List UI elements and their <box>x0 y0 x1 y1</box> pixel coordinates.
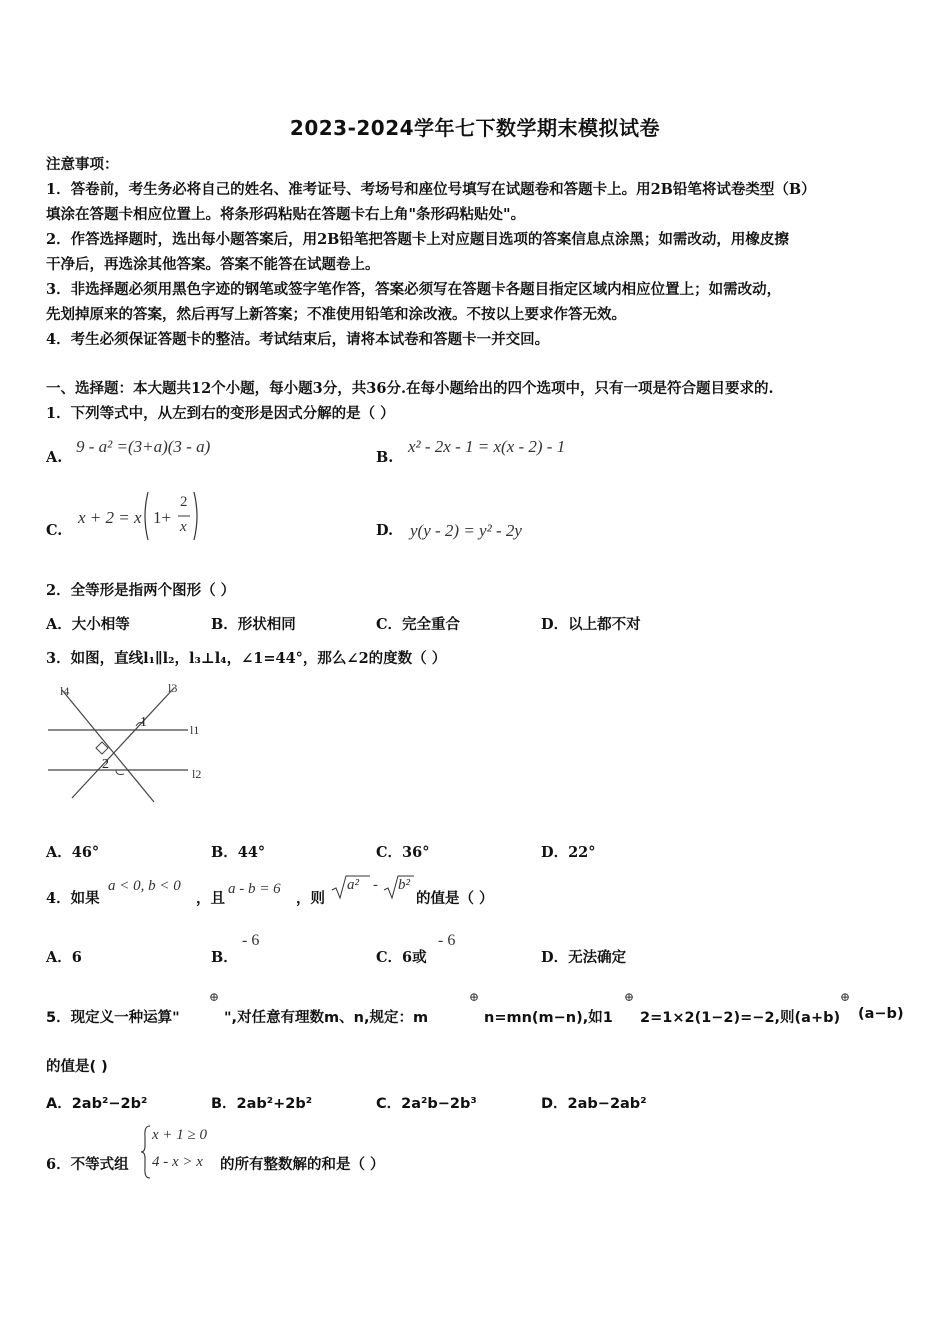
q5-operator-3: ⊕ <box>624 990 635 1004</box>
q1-option-c-den: x <box>180 519 187 535</box>
q4-sqrt-a: a² <box>347 877 359 893</box>
q6-inequality-1: x + 1 ≥ 0 <box>152 1127 208 1143</box>
label-angle2: 2 <box>102 757 109 772</box>
q1-stem: 1．下列等式中，从左到右的变形是因式分解的是（ ） <box>46 405 395 422</box>
section-heading: 一、选择题：本大题共12个小题，每小题3分，共36分.在每小题给出的四个选项中，只有一项是符合题目要求的. <box>46 380 774 397</box>
q4-cond1: a < 0, b < 0 <box>108 878 181 894</box>
label-l4: l4 <box>60 684 70 698</box>
page-title: 2023-2024学年七下数学期末模拟试卷 <box>289 116 661 140</box>
q5-operator-1: ⊕ <box>209 990 220 1004</box>
q6-stem-post: 的所有整数解的和是（ ） <box>220 1156 385 1173</box>
label-l2: l2 <box>192 767 202 781</box>
q1-option-c-one: 1+ <box>153 508 172 527</box>
q5-stem-part5: (a−b) <box>858 1006 904 1022</box>
q2-option-c: C．完全重合 <box>376 616 461 633</box>
left-paren <box>145 492 148 540</box>
q6-brace <box>140 1124 152 1180</box>
notice-line-2b: 干净后，再选涂其他答案。答案不能答在试题卷上。 <box>46 256 380 273</box>
label-l3: l3 <box>168 681 178 695</box>
label-angle1: 1 <box>140 715 147 730</box>
q1-option-c-left: x + 2 = x <box>78 508 142 527</box>
q4-stem-pre: 4．如果 <box>46 890 100 907</box>
notice-line-1a: 1．答卷前，考生务必将自己的姓名、准考证号、考场号和座位号填写在试题卷和答题卡上。用2B铅笔将试卷类型（B） <box>46 181 816 198</box>
q2-option-d: D．以上都不对 <box>541 616 641 633</box>
left-brace <box>141 1126 150 1178</box>
q3-figure <box>44 678 214 808</box>
angle2-arc <box>116 770 124 775</box>
q4-option-b-value: - 6 <box>242 932 260 949</box>
q5-stem-part6: 的值是( ) <box>46 1059 108 1075</box>
q5-stem-part4: 2=1×2(1−2)=−2,则(a+b) <box>640 1010 841 1026</box>
q3-option-c: C．36° <box>376 844 430 861</box>
q3-option-d: D．22° <box>541 844 596 861</box>
q4-option-a: A．6 <box>46 949 82 966</box>
notice-heading: 注意事项： <box>46 156 119 173</box>
q5-option-b: B．2ab²+2b² <box>211 1096 313 1112</box>
q6-stem-pre: 6．不等式组 <box>46 1156 129 1173</box>
q5-stem-part3: n=mn(m−n),如1 <box>484 1010 613 1026</box>
q2-stem: 2．全等形是指两个图形（ ） <box>46 582 236 599</box>
q5-option-a: A．2ab²−2b² <box>46 1096 148 1112</box>
q3-option-b: B．44° <box>211 844 266 861</box>
q5-operator-4: ⊕ <box>840 990 851 1004</box>
line-l4 <box>62 690 154 802</box>
notice-line-4: 4．考生必须保证答题卡的整洁。考试结束后，请将本试卷和答题卡一并交回。 <box>46 331 550 348</box>
q5-option-d: D．2ab−2ab² <box>541 1096 647 1112</box>
q1-option-c-num: 2 <box>180 494 188 510</box>
q4-stem-mid: ，且 <box>196 890 225 907</box>
q4-cond2: a - b = 6 <box>228 881 281 897</box>
q4-sqrt-b: b² <box>398 877 410 893</box>
q1-option-b: x² - 2x - 1 = x(x - 2) - 1 <box>408 437 566 456</box>
q6-inequality-2: 4 - x > x <box>152 1154 203 1170</box>
line-l3 <box>72 688 174 798</box>
q4-stem-mid2: ，则 <box>296 890 325 907</box>
q1-label-a: A. <box>46 449 63 466</box>
notice-line-3a: 3．非选择题必须用黑色字迹的钢笔或签字笔作答，答案必须写在答题卡各题目指定区域内相应位置上；如需改动， <box>46 281 782 298</box>
q1-label-b: B. <box>376 449 394 466</box>
q5-option-c: C．2a²b−2b³ <box>376 1096 477 1112</box>
notice-line-1b: 填涂在答题卡相应位置上。将条形码粘贴在答题卡右上角"条形码粘贴处"。 <box>46 206 526 223</box>
q1-label-d: D. <box>376 522 394 539</box>
q3-stem: 3．如图，直线l₁∥l₂，l₃⊥l₄，∠1=44°，那么∠2的度数（ ） <box>46 650 447 667</box>
q1-label-c: C. <box>46 522 63 539</box>
q4-option-c-label: C．6或 <box>376 949 427 966</box>
q1-option-a: 9 - a² =(3+a)(3 - a) <box>76 437 211 456</box>
q3-option-a: A．46° <box>46 844 100 861</box>
label-l1: l1 <box>190 723 200 737</box>
q4-option-d: D．无法确定 <box>541 949 627 966</box>
q4-option-c-value: - 6 <box>438 932 456 949</box>
q2-option-b: B．形状相同 <box>211 616 296 633</box>
q4-stem-post: 的值是（ ） <box>416 890 494 907</box>
q4-sqrt-minus: - <box>373 877 378 893</box>
right-paren <box>194 492 197 540</box>
q5-operator-2: ⊕ <box>469 990 480 1004</box>
q5-stem-part2: ",对任意有理数m、n,规定：m <box>224 1010 429 1026</box>
notice-line-2a: 2．作答选择题时，选出每小题答案后，用2B铅笔把答题卡上对应题目选项的答案信息点涂黑；如需改动，用橡皮擦 <box>46 231 789 248</box>
q1-option-d: y(y - 2) = y² - 2y <box>410 521 522 540</box>
q5-stem-part1: 5．现定义一种运算" <box>46 1010 180 1026</box>
notice-line-3b: 先划掉原来的答案，然后再写上新答案；不准使用铅笔和涂改液。不按以上要求作答无效。 <box>46 306 626 323</box>
q2-option-a: A．大小相等 <box>46 616 130 633</box>
q4-option-b-label: B． <box>211 949 238 966</box>
